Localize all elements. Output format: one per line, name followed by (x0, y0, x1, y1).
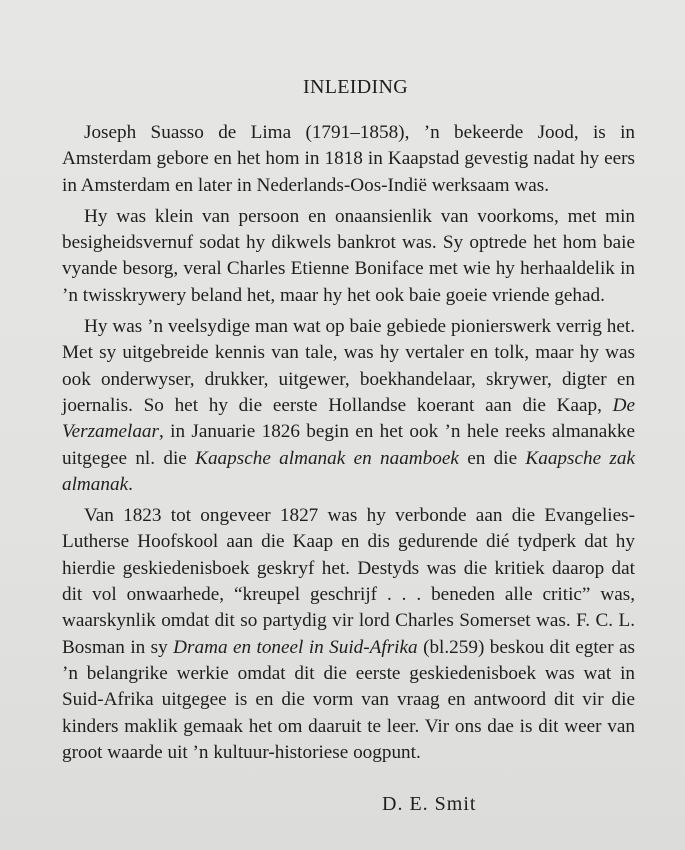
paragraph-1-text: Joseph Suasso de Lima (1791–1858), ’n bekeerde Jood, is in Amsterdam gebore en het hom in 1818 in Kaapstad gevestig nadat hy eers in Amsterdam en later in Nederlands-Oos-Indië werksaam was. (62, 122, 635, 196)
title-kaapsche-zak-almanak: Kaapsche zak almanak (62, 447, 636, 495)
title-kaapsche-almanak: Kaapsche almanak en naamboek (195, 447, 459, 469)
paragraph-2-text: Hy was klein van persoon en onaansienlik van voorkoms, met min besigheidsvernuf sodat hy dikwels bankrot was. Sy optrede het hom baie vyande besorg, veral Charles Etienne Boniface met wie hy herhaaldelik in ’n twisskrywery beland het, maar hy het ook baie goeie vriende gehad. (62, 205, 635, 306)
paragraph-3-text: Hy was ’n veelsydige man wat op baie gebiede pionierswerk verrig het. Met sy uitgebreide kennis van tale, was hy vertaler en tolk, maar hy was ook onderwyser, drukker, uitgewer, boekhandelaar, skrywer, digter en joernalis. So het hy die eerste Hollandse koerant aan die Kaap, (62, 316, 635, 416)
paragraph-4-text: Van 1823 tot ongeveer 1827 was hy verbonde aan die Evangelies-Lutherse Hoofskool aan die Kaap en dis gedurende dié tydperk dat hy hierdie geskiedenisboek geskryf het. Destyds was die kritiek daarop dat dit vol onwaarhede, “kreupel geschrijf . . . beneden alle critic” was, waarskynlik omdat dit so partydig vir lord Charles Somerset was. F. C. L. Bosman in sy (62, 505, 635, 658)
paragraph-3-text: en die (458, 447, 526, 469)
paragraph-2 (62, 204, 635, 309)
page-title: INLEIDING (303, 76, 408, 98)
paragraph-3-text: , in Januarie 1826 begin en het ook ’n hele reeks almanakke uitgegee nl. die (62, 421, 635, 469)
paragraph-3-text: . (128, 473, 133, 495)
paragraph-4-text: (bl.259) beskou dit egter as ’n belangrike werkie omdat dit die eerste geskiedenisboek was wat in Suid-Afrika uitgegee is en die vorm van vraag en antwoord dit vir die kinders maklik gemaak het om daaruit te leer. Vir ons dae is dit weer van groot waarde uit ’n kultuur-historiese oogpunt. (62, 636, 636, 763)
paragraph-3 (62, 314, 635, 498)
paragraph-4 (62, 503, 635, 766)
title-de-verzamelaar: De Verzamelaar (62, 394, 635, 443)
body-text (62, 120, 635, 766)
title-drama-en-toneel: Drama en toneel in Suid-Afrika (173, 636, 418, 658)
paragraph-1 (62, 120, 635, 199)
author-signature: D. E. Smit (382, 793, 477, 815)
